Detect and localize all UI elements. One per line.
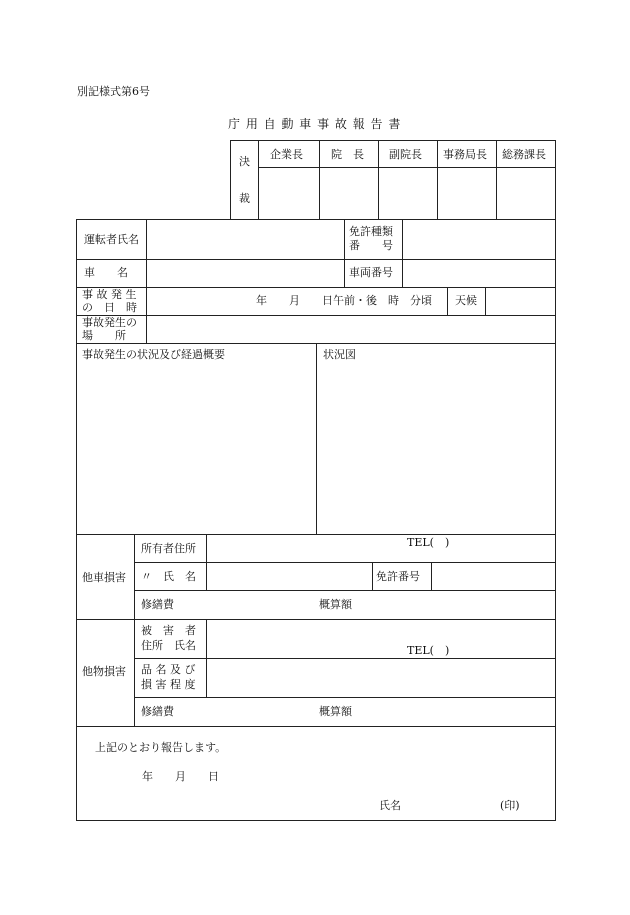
report-date: 年 月 日 [142,770,219,783]
approval-col-vice-director: 副院長 [389,148,422,161]
item-label-l2: 損 害 程 度 [141,678,196,691]
place-label-l1: 事故発生の [82,316,137,329]
owner-name-label: 〃 氏 名 [141,570,196,583]
other-property-label: 他物損害 [82,665,126,678]
place-label-l2: 場 所 [82,329,126,342]
weather-label: 天候 [455,294,477,307]
seal-mark: (印) [500,799,520,812]
approval-col-office-head: 事務局長 [443,148,487,161]
driver-name-label: 運転者氏名 [84,233,139,246]
approval-col-enterprise-head: 企業長 [270,148,303,161]
summary-label: 事故発生の状況及び経過概要 [82,348,225,361]
owner-address-label: 所有者住所 [141,542,196,555]
other-vehicle-label: 他車損害 [82,571,126,584]
other-vehicle-tel: TEL( ) [407,536,450,549]
other-property-estimate-label: 概算額 [319,705,352,718]
occurrence-datetime: 年 月 日午前・後 時 分頃 [256,294,432,307]
diagram-label: 状況図 [323,348,356,361]
occurrence-label-l2: の 日 時 [82,301,137,314]
reporter-name-label: 氏名 [379,799,401,812]
license-type-label: 免許種類 [349,225,393,238]
report-statement: 上記のとおり報告します。 [95,741,227,754]
victim-label-l1: 被 害 者 [141,624,196,637]
item-label-l1: 品 名 及 び [141,663,196,676]
vehicle-name-label: 車 名 [84,266,128,279]
approval-col-general-affairs: 総務課長 [502,148,546,161]
approval-label-top: 決 [239,155,250,168]
form-number: 別記様式第6号 [77,85,150,98]
other-vehicle-repair-label: 修繕費 [141,598,174,611]
other-property-repair-label: 修繕費 [141,705,174,718]
page-title: 庁 用 自 動 車 事 故 報 告 書 [228,117,402,131]
other-vehicle-license-label: 免許番号 [376,570,420,583]
approval-label-bottom: 裁 [239,192,250,205]
vehicle-number-label: 車両番号 [349,266,393,279]
victim-label-l2: 住所 氏名 [141,639,196,652]
occurrence-label-l1: 事 故 発 生 [82,288,137,301]
license-number-label: 番 号 [349,239,393,252]
approval-col-director: 院 長 [331,148,364,161]
other-property-tel: TEL( ) [407,644,450,657]
other-vehicle-estimate-label: 概算額 [319,598,352,611]
